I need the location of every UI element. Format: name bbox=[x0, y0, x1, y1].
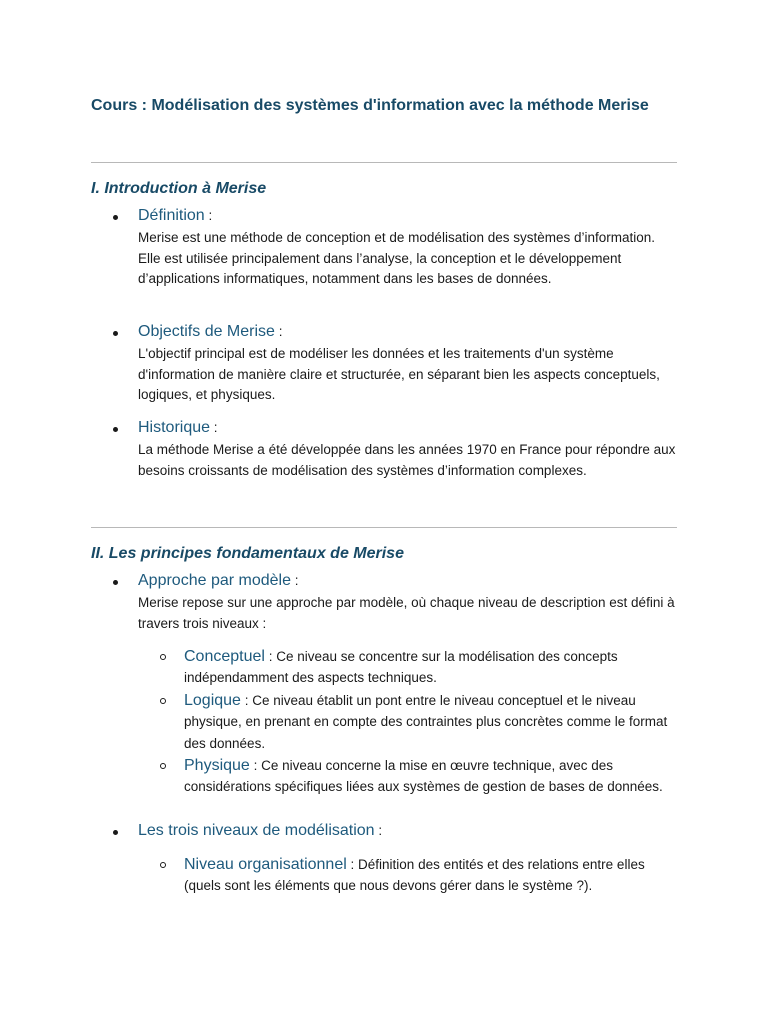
bullet-icon bbox=[113, 830, 118, 835]
circle-bullet-icon bbox=[160, 654, 166, 660]
horizontal-rule bbox=[91, 162, 677, 163]
term-niveau-organisationnel: Niveau organisationnel bbox=[184, 856, 347, 873]
item-body: La méthode Merise a été développée dans les années 1970 en France pour répondre aux besoins croissants de modélisation des systèmes d’information complexes. bbox=[138, 442, 676, 478]
circle-bullet-icon bbox=[160, 763, 166, 769]
section-heading-introduction: I. Introduction à Merise bbox=[91, 180, 267, 197]
document-title: Cours : Modélisation des systèmes d'information avec la méthode Merise bbox=[91, 97, 649, 114]
bullet-icon bbox=[113, 580, 118, 585]
term-objectifs: Objectifs de Merise bbox=[138, 323, 275, 340]
bullet-icon bbox=[113, 427, 118, 432]
bullet-icon bbox=[113, 215, 118, 220]
item-body: L'objectif principal est de modéliser les données et les traitements d'un système d'information de manière claire et structurée, en séparant bien les aspects conceptuels, logiques, et physiques. bbox=[138, 346, 660, 403]
section-heading-principes: II. Les principes fondamentaux de Merise bbox=[91, 545, 404, 562]
term-definition: Définition bbox=[138, 207, 205, 224]
circle-bullet-icon bbox=[160, 698, 166, 704]
horizontal-rule bbox=[91, 527, 677, 528]
term-trois-niveaux: Les trois niveaux de modélisation bbox=[138, 822, 375, 839]
bullet-icon bbox=[113, 331, 118, 336]
item-body: Merise est une méthode de conception et de modélisation des systèmes d’information. Elle est utilisée principalement dans l’analyse, la conception et le développement d’applications informatiques, notamment dans les bases de données. bbox=[138, 230, 656, 287]
term-logique: Logique bbox=[184, 692, 241, 709]
circle-bullet-icon bbox=[160, 862, 166, 868]
term-physique: Physique bbox=[184, 757, 250, 774]
term-approche-par-modele: Approche par modèle bbox=[138, 572, 291, 589]
item-body: Merise repose sur une approche par modèle, où chaque niveau de description est défini à travers trois niveaux : bbox=[138, 595, 675, 631]
term-historique: Historique bbox=[138, 419, 211, 436]
term-conceptuel: Conceptuel bbox=[184, 648, 265, 665]
